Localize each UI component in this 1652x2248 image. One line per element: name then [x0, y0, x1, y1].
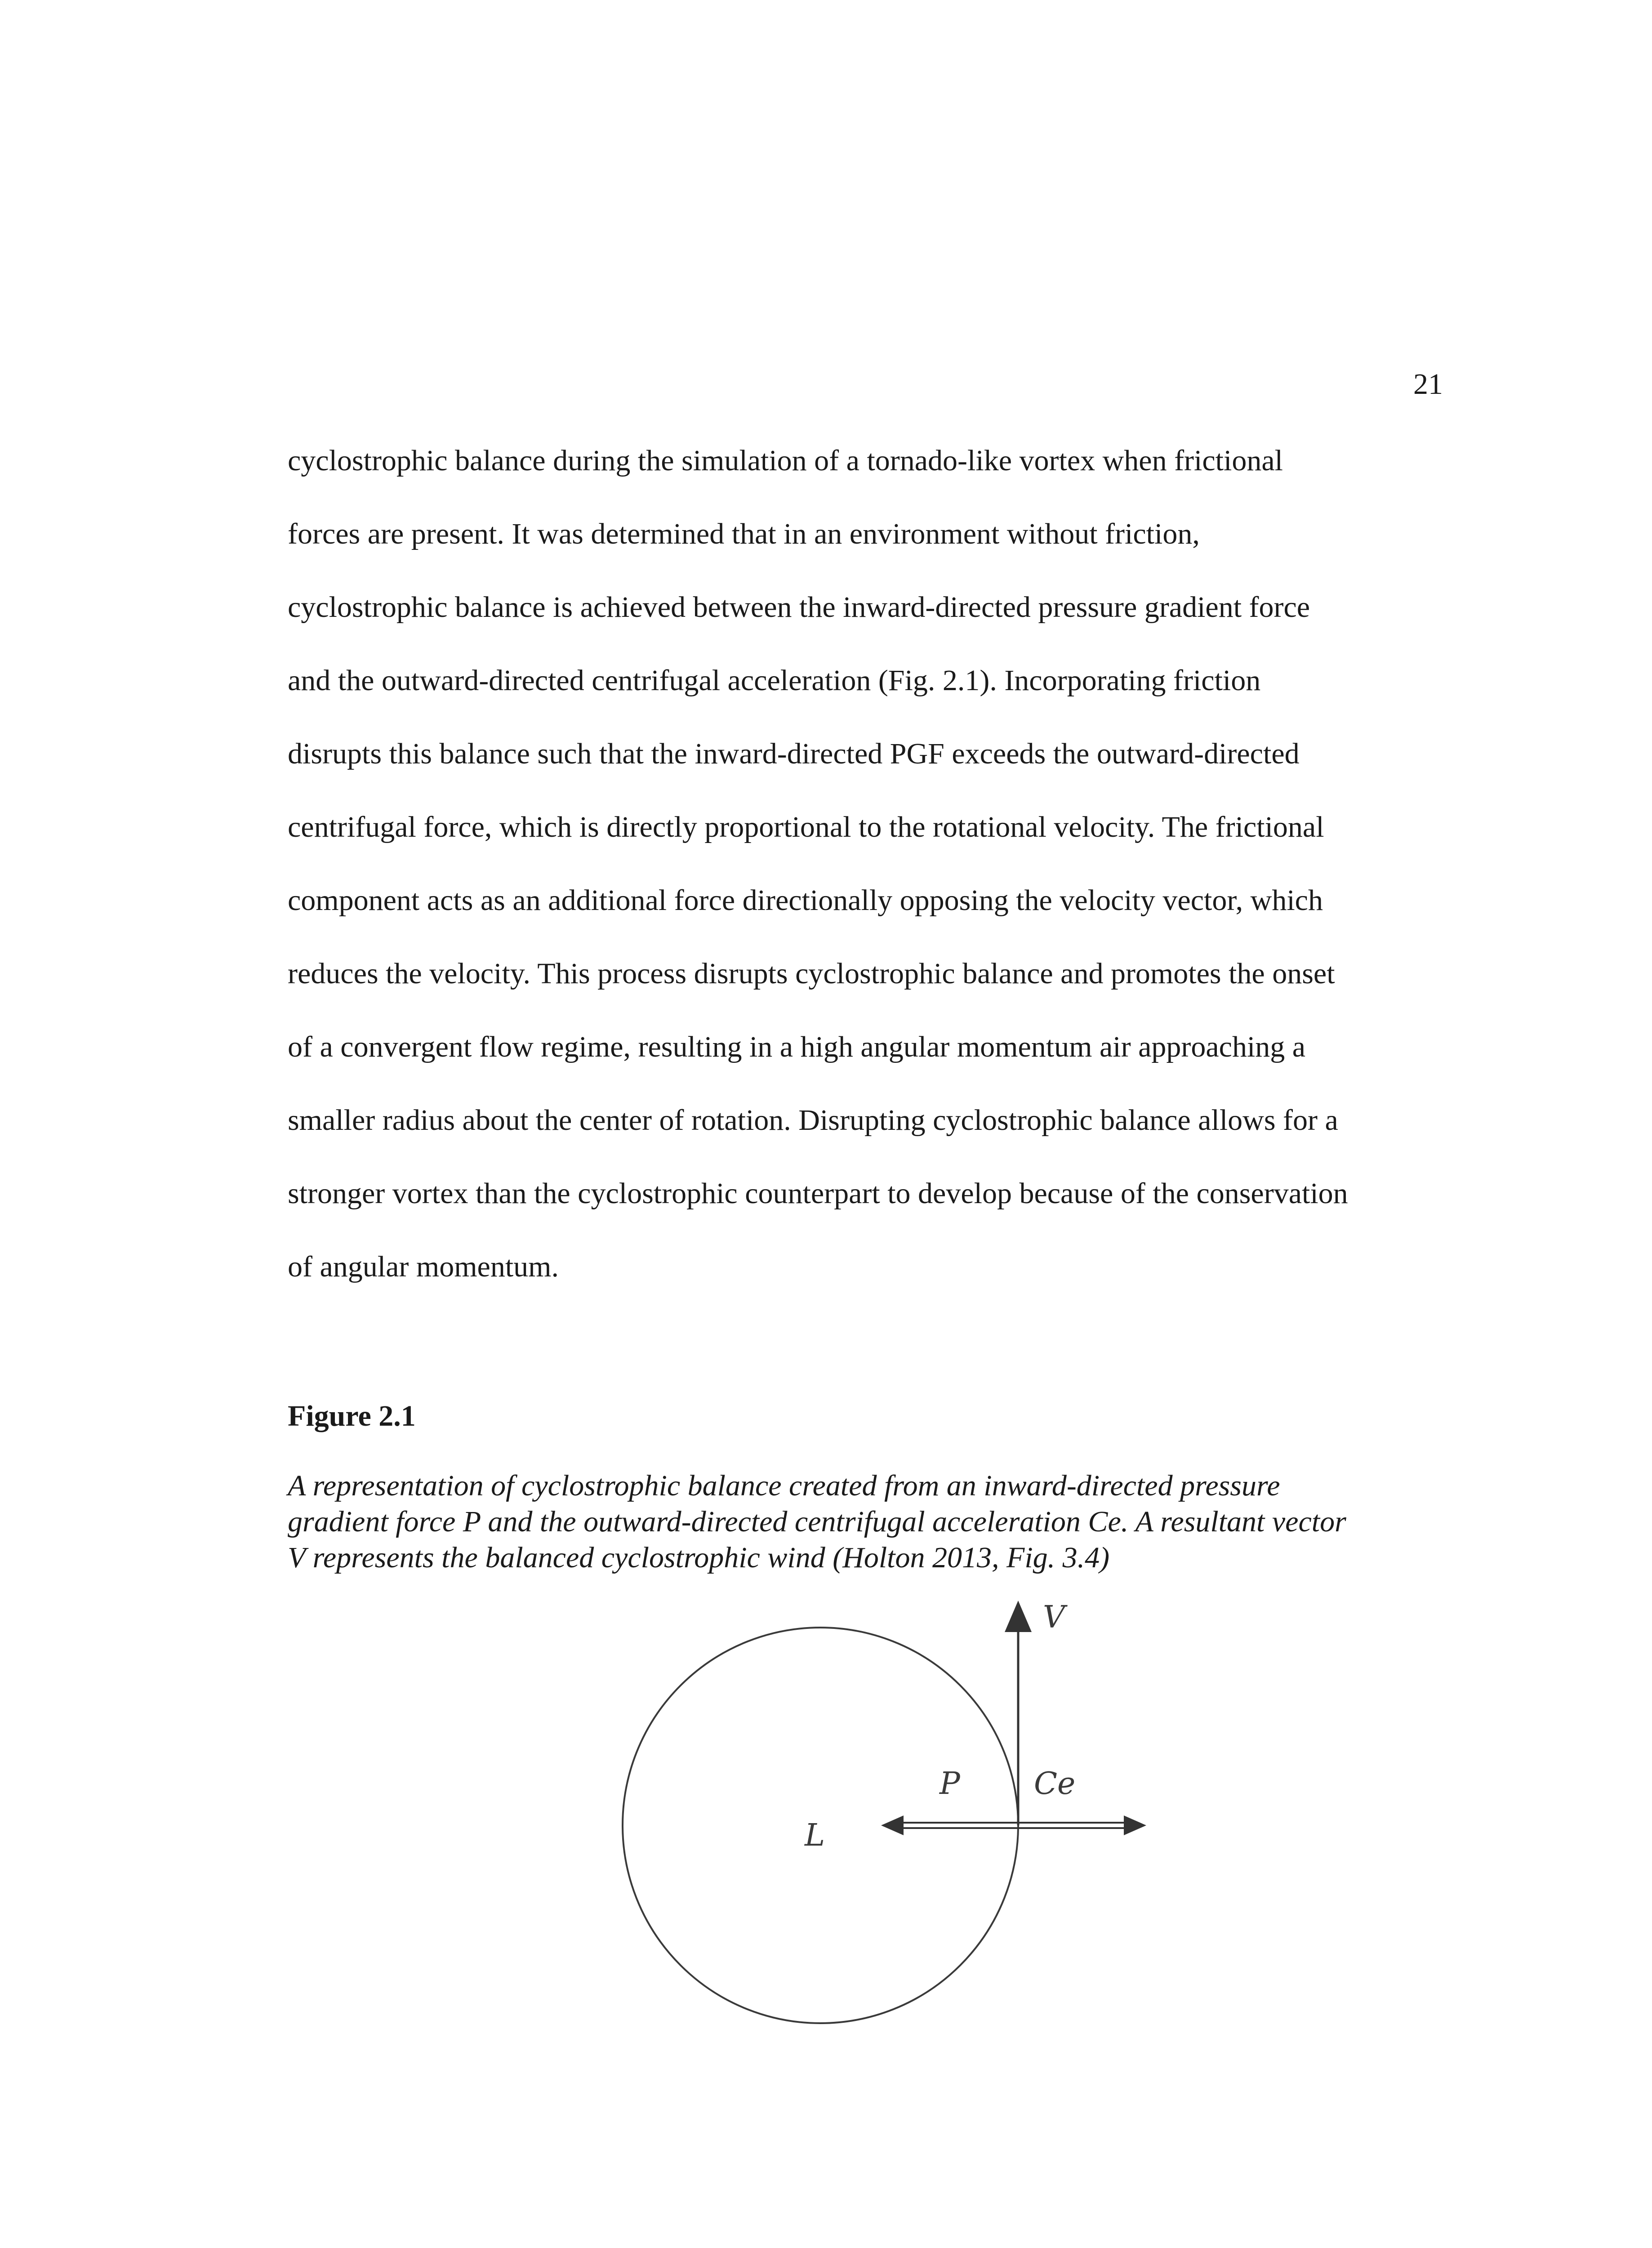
figure-label: Figure 2.1 [288, 1400, 416, 1432]
caption-line: V represents the balanced cyclostrophic wind (Holton 2013, Fig. 3.4) [288, 1541, 1110, 1574]
pgf-label: P [940, 1766, 960, 1802]
page-number: 21 [1413, 368, 1443, 401]
body-line: centrifugal force, which is directly proportional to the rotational velocity. The frictional [288, 811, 1324, 843]
body-line: and the outward-directed centrifugal acceleration (Fig. 2.1). Incorporating friction [288, 664, 1261, 697]
body-line: stronger vortex than the cyclostrophic counterpart to develop because of the conservation [288, 1177, 1348, 1210]
body-line: cyclostrophic balance during the simulation of a tornado-like vortex when frictional [288, 444, 1283, 477]
body-line: smaller radius about the center of rotation. Disrupting cyclostrophic balance allows for a [288, 1104, 1338, 1137]
velocity-arrowhead [1005, 1601, 1032, 1632]
centrifugal-label: Ce [1034, 1766, 1076, 1802]
velocity-label: V [1043, 1601, 1065, 1635]
body-line: reduces the velocity. This process disrupts cyclostrophic balance and promotes the onset [288, 957, 1335, 990]
body-line: component acts as an additional force directionally opposing the velocity vector, which [288, 884, 1323, 917]
pgf-arrowhead [881, 1815, 904, 1835]
caption-line: A representation of cyclostrophic balance created from an inward-directed pressure [288, 1469, 1280, 1502]
caption-line: gradient force P and the outward-directed centrifugal acceleration Ce. A resultant vector [288, 1505, 1346, 1538]
body-line: forces are present. It was determined that in an environment without friction, [288, 517, 1200, 550]
body-line: disrupts this balance such that the inward-directed PGF exceeds the outward-directed [288, 737, 1300, 770]
body-line: cyclostrophic balance is achieved between the inward-directed pressure gradient force [288, 591, 1310, 624]
center-label: L [805, 1818, 825, 1853]
cyclostrophic-diagram [584, 1601, 1169, 2050]
body-line: of angular momentum. [288, 1250, 559, 1283]
centrifugal-arrowhead [1124, 1815, 1146, 1835]
body-line: of a convergent flow regime, resulting in a high angular momentum air approaching a [288, 1030, 1306, 1063]
